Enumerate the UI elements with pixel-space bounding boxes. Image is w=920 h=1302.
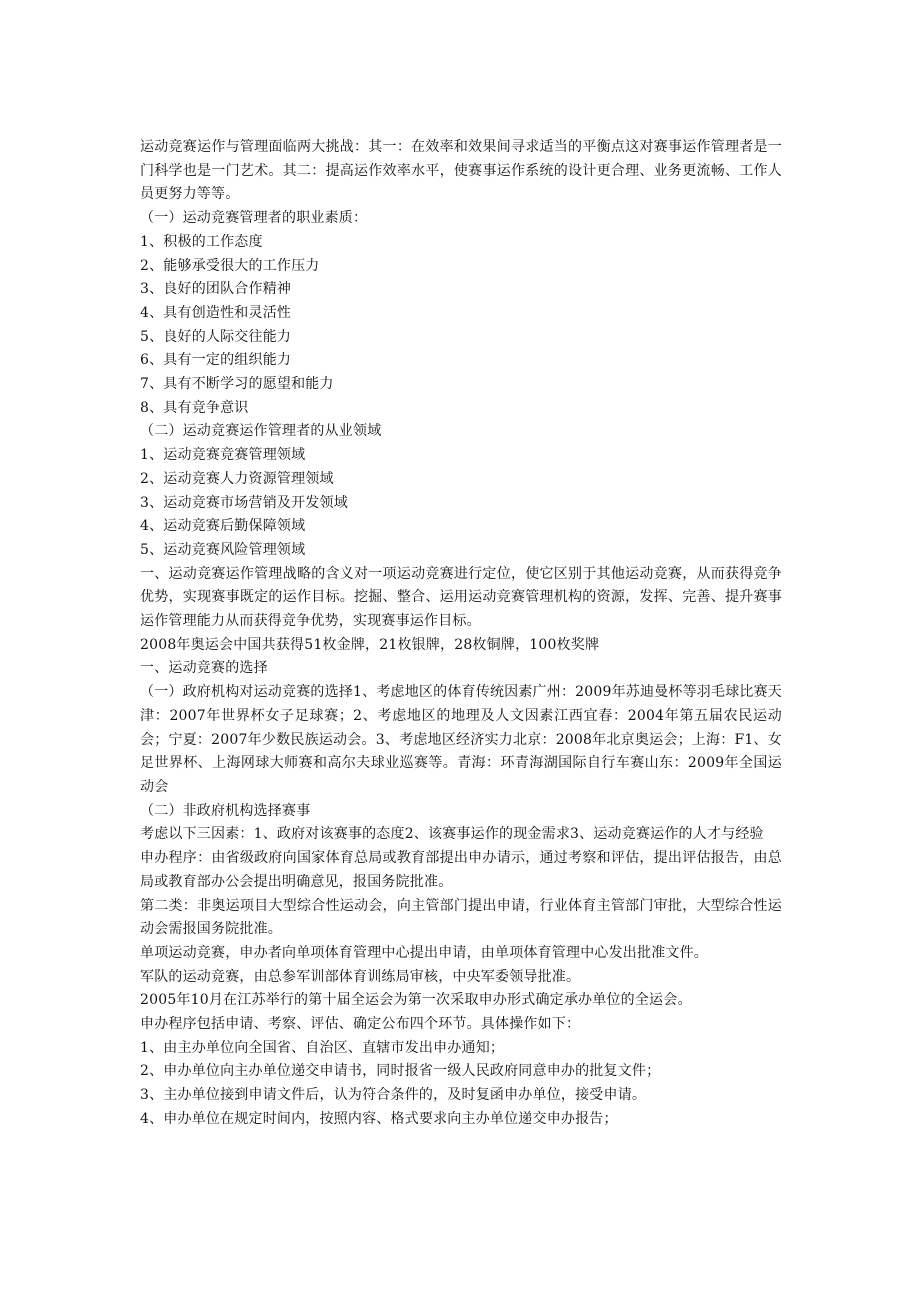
list-item: 8、具有竞争意识 <box>140 399 249 416</box>
list-item: 3、主办单位接到申请文件后，认为符合条件的，及时复函申办单位，接受申请。 <box>140 1087 647 1104</box>
list-item: 7、具有不断学习的愿望和能力 <box>140 376 334 393</box>
list-item: 5、良好的人际交往能力 <box>140 328 292 345</box>
list-item: 6、具有一定的组织能力 <box>140 352 292 369</box>
procedure-intro-paragraph: 申办程序包括申请、考察、评估、确定公布四个环节。具体操作如下： <box>140 1016 581 1033</box>
section-heading: （二）运动竞赛运作管理者的从业领域 <box>140 423 382 440</box>
intro-paragraph: 运动竞赛运作与管理面临两大挑战：其一：在效率和效果间寻求适当的平衡点这对赛事运作管理者是一门科学也是一门艺术。其二：提高运作效率水平，使赛事运作系统的设计更合理、业务更流畅、工作人员更努力等等。 <box>140 139 782 203</box>
document-body <box>140 136 782 1132</box>
government-selection-paragraph: （一）政府机构对运动竞赛的选择1、考虑地区的体育传统因素广州：2009年苏迪曼杯等羽毛球比赛天津：2007年世界杯女子足球赛；2、考虑地区的地理及人文因素江西宜春：2004年第五届农民运动会；宁夏：2007年少数民族运动会。3、考虑地区经济实力北京：2008年北京奥运会；上海：F1、女足世界杯、上海网球大师赛和高尔夫球业巡赛等。青海：环青海湖国际自行车赛山东：2009年全国运动会 <box>140 684 782 795</box>
category-two-paragraph: 第二类：非奥运项目大型综合性运动会，向主管部门提出申请，行业体育主管部门审批，大型综合性运动会需报国务院批准。 <box>140 897 782 938</box>
factors-paragraph: 考虑以下三因素：1、政府对该赛事的态度2、该赛事运作的现金需求3、运动竞赛运作的人才与经验 <box>140 826 764 843</box>
list-item: 3、良好的团队合作精神 <box>140 281 292 298</box>
list-item: 4、运动竞赛后勤保障领域 <box>140 518 306 535</box>
strategy-paragraph: 一、运动竞赛运作管理战略的含义对一项运动竞赛进行定位，使它区别于其他运动竞赛，从而获得竞争优势，实现赛事既定的运作目标。挖掘、整合、运用运动竞赛管理机构的资源，发挥、完善、提升赛事运作管理能力从而获得竞争优势，实现赛事运作目标。 <box>140 565 782 630</box>
list-item: 1、运动竞赛竞赛管理领域 <box>140 447 306 464</box>
list-item: 4、申办单位在规定时间内，按照内容、格式要求向主办单位递交申办报告； <box>140 1110 618 1127</box>
section-heading: （一）运动竞赛管理者的职业素质： <box>140 210 368 227</box>
list-item: 2、运动竞赛人力资源管理领域 <box>140 470 334 487</box>
national-games-paragraph: 2005年10月在江苏举行的第十届全运会为第一次采取申办形式确定承办单位的全运会。 <box>140 992 692 1009</box>
military-event-paragraph: 军队的运动竞赛，由总参军训部体育训练局审核，中央军委领导批准。 <box>140 968 581 985</box>
list-item: 1、由主办单位向全国省、自治区、直辖市发出申办通知； <box>140 1039 505 1056</box>
single-event-paragraph: 单项运动竞赛，申办者向单项体育管理中心提出申请，由单项体育管理中心发出批准文件。 <box>140 944 708 961</box>
list-item: 3、运动竞赛市场营销及开发领域 <box>140 494 348 511</box>
olympics-medals-paragraph: 2008年奥运会中国共获得51枚金牌，21枚银牌，28枚铜牌，100枚奖牌 <box>140 636 600 653</box>
bid-procedure-paragraph: 申办程序：由省级政府向国家体育总局或教育部提出申办请示，通过考察和评估，提出评估报告，由总局或教育部办公会提出明确意见，报国务院批准。 <box>140 850 782 890</box>
section-heading: （二）非政府机构选择赛事 <box>140 802 311 819</box>
list-item: 2、能够承受很大的工作压力 <box>140 257 320 274</box>
list-item: 1、积极的工作态度 <box>140 233 263 250</box>
list-item: 4、具有创造性和灵活性 <box>140 304 292 321</box>
section-heading: 一、运动竞赛的选择 <box>140 660 268 677</box>
list-item: 5、运动竞赛风险管理领域 <box>140 541 306 558</box>
list-item: 2、申办单位向主办单位递交申请书，同时报省一级人民政府同意申办的批复文件； <box>140 1063 661 1080</box>
